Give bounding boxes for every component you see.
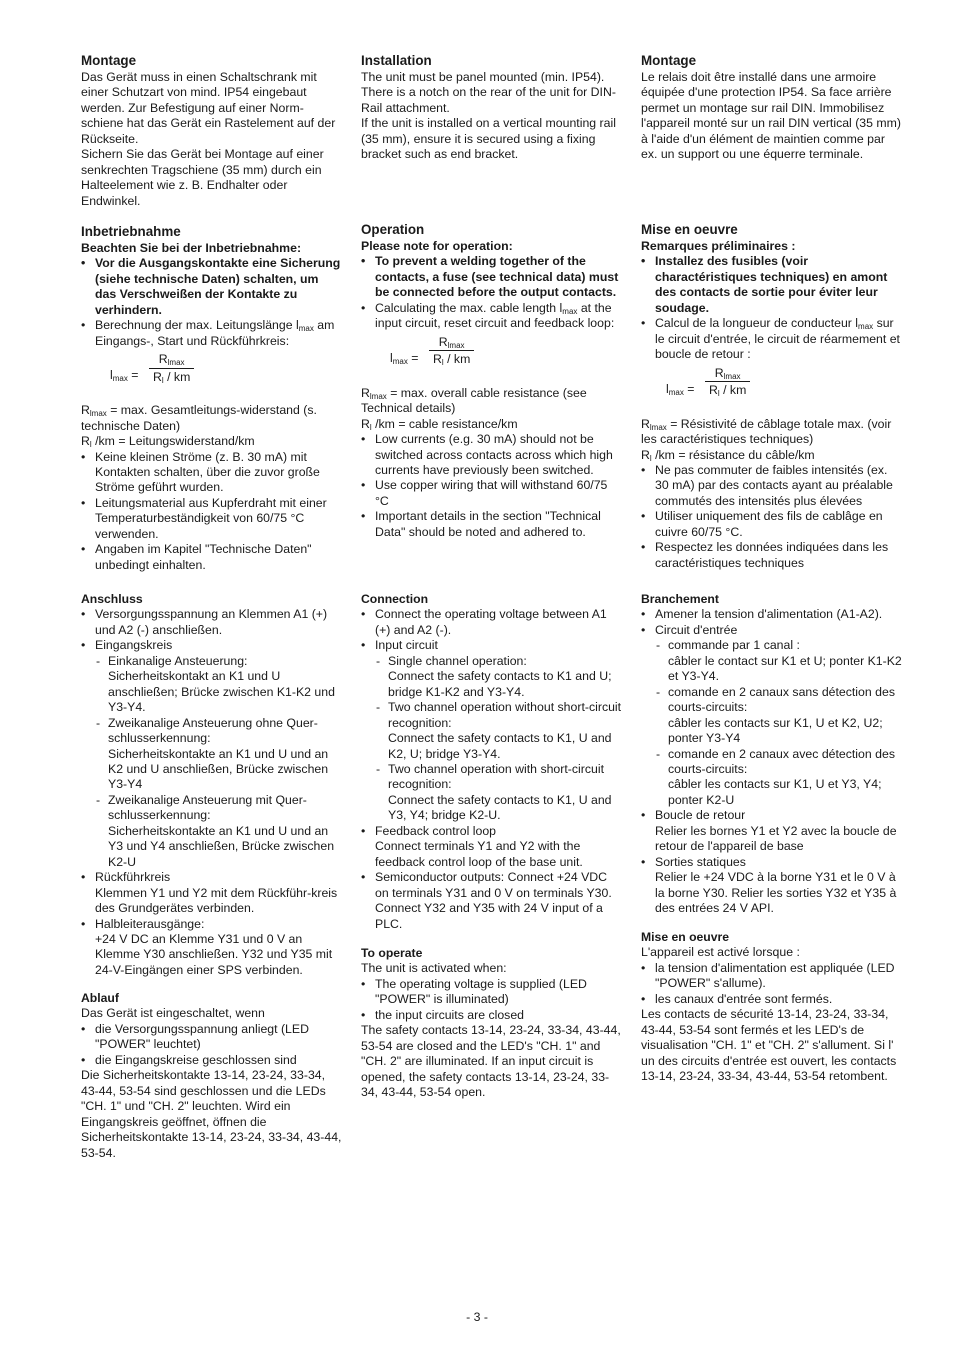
section-operation (361, 222, 623, 540)
definition-rl: $R_l$ /km = Leitungswiderstand/km (81, 434, 255, 450)
list-item: • Ne pas commuter de faibles intensités (ex. 30 mA) par des contacts ayant au préalable commutés des intensités plus élevées (641, 463, 903, 509)
sublist-item: - Zweikanalige Ansteuerung ohne Quer-schlusserkennung: Sicherheitskontakte an K1 und U und an K2 und U anschließen, Brücke zwischen Y3-Y4 (95, 716, 343, 793)
formula-fraction (705, 366, 750, 399)
heading-branchement: Branchement (641, 592, 719, 606)
heading-operation: Operation (361, 222, 425, 237)
section-anschluss (81, 592, 343, 978)
formula-denominator: $R_l$ / km (149, 368, 194, 385)
definition-rlmax: $R_{lmax} = \max$. overall cable resistance (see Technical details) (361, 385, 587, 416)
list-item: • Boucle de retour Relier les bornes Y1 et Y2 avec la boucle de retour de l'appareil de base (641, 808, 903, 854)
section-mise-en-oeuvre-2 (641, 930, 903, 1085)
intro-to-operate: The unit is activated when: (361, 961, 507, 976)
sublist-item: - Two channel operation with short-circuit recognition: Connect the safety contacts to K1, U and Y3, Y4; bridge K2-U. (375, 762, 623, 824)
list-item: • la tension d'alimentation est appliquée (LED "POWER" s'allume). (641, 961, 903, 992)
definition-rlmax: $R_{lmax} = \max$. Gesamtleitungs-widerstand (s. technische Daten) (81, 403, 317, 433)
section-installation (361, 53, 623, 163)
list-item: • Input circuit - Single channel operation: Connect the safety contacts to K1 and U; bridge K1-K2 and Y3-Y4. - Two channel operation without short-circuit recognition: Connect the safety contacts to K1, U and K2, U; bridge Y3-Y4. - Two channel operation with short-circuit recognition: Connect the safety contacts to K1, U and Y3, Y4; bridge K2-U. (361, 638, 623, 823)
sublist-item: - comande en 2 canaux avec détection des courts-circuits: câbler les contacts sur K1, U et Y3, Y4; ponter K2-U (655, 747, 903, 809)
heading-mise-en-oeuvre-2: Mise en oeuvre (641, 930, 730, 944)
list-operation-cont (361, 432, 623, 540)
section-inbetriebnahme (81, 224, 343, 573)
intro-operation: Please note for operation: (361, 239, 513, 253)
formula-denominator: $R_l$ / km (705, 381, 750, 398)
list-mise-en-oeuvre-2 (641, 961, 903, 1007)
heading-ablauf: Ablauf (81, 991, 119, 1005)
list-item: • Connect the operating voltage between A1 (+) and A2 (-). (361, 607, 623, 638)
section-montage-de (81, 53, 343, 209)
list-item: • Utiliser uniquement des fils de cablâge en cuivre 60/75 °C. (641, 509, 903, 540)
list-item: • Amener la tension d'alimentation (A1-A2). (641, 607, 903, 622)
sublist-anschluss (95, 654, 343, 870)
formula-numerator: $R_{lmax}$ (438, 334, 465, 350)
section-mise-en-oeuvre (641, 222, 903, 571)
paragraph-mise-en-oeuvre-2: Les contacts de sécurité 13-14, 23-24, 33-34, 43-44, 53-54 sont fermés et les LED's de visualisation "CH. 1" et "CH. 2" s'allument. Si l' un des circuits d'entrée est ouvert, les contacts 13-14, 23-24, 33-34, 43-44, 53-54 retombent. (641, 1007, 897, 1084)
formula-cable-length (361, 335, 623, 383)
paragraph-installation: The unit must be panel mounted (min. IP54). There is a notch on the rear of the unit for DIN-Rail attachment. If the unit is installed on a vertical mounting rail (35 mm), ensure it is secured using a fixing bracket such as end bracket. (361, 70, 616, 162)
list-item: • The operating voltage is supplied (LED "POWER" is illuminated) (361, 977, 623, 1008)
intro-inbetriebnahme: Beachten Sie bei der Inbetriebnahme: (81, 241, 302, 255)
heading-inbetriebnahme: Inbetriebnahme (81, 224, 181, 239)
paragraph-montage-fr: Le relais doit être installé dans une armoire équipée d'une protection IP54. Sa face arrière permet un montage sur rail DIN. Immobilisez l'appareil monté sur un rail DIN vertical (35 mm) à l'aide d'un élément de maintien comme par ex. un support ou une équerre terminale. (641, 70, 901, 162)
list-item: • Keine kleinen Ströme (z. B. 30 mA) mit Kontakten schalten, über die zuvor große Ströme geführt wurden. (81, 450, 343, 496)
list-item: • Vor die Ausgangskontakte eine Sicherung (siehe technische Daten) schalten, um das Verschweißen der Kontakte zu verhindern. (81, 256, 343, 318)
list-item: • Angaben im Kapitel "Technische Daten" unbedingt einhalten. (81, 542, 343, 573)
list-item: • Use copper wiring that will withstand 60/75 °C (361, 478, 623, 509)
list-item: • die Versorgungsspannung anliegt (LED "POWER" leuchtet) (81, 1022, 343, 1053)
list-connection (361, 607, 623, 932)
section-connection (361, 592, 623, 932)
list-to-operate (361, 977, 623, 1023)
section-ablauf (81, 991, 343, 1161)
heading-anschluss: Anschluss (81, 592, 143, 606)
intro-ablauf: Das Gerät ist eingeschaltet, wenn (81, 1006, 265, 1021)
sublist-item: - Two channel operation without short-circuit recognition: Connect the safety contacts to K1, U and K2, U; bridge Y3-Y4. (375, 700, 623, 762)
sublist-branchement (655, 638, 903, 808)
section-to-operate (361, 946, 623, 1101)
definition-rlmax: $R_{lmax}$ = Résistivité de câblage totale max. (voir les caractéristiques techniques) (641, 416, 892, 447)
formula-lhs: $l_{max}$ = (666, 381, 695, 397)
heading-montage-fr: Montage (641, 53, 697, 68)
list-item: • les canaux d'entrée sont fermés. (641, 992, 903, 1007)
heading-installation: Installation (361, 53, 432, 68)
formula-fraction (149, 352, 194, 385)
heading-connection: Connection (361, 592, 429, 606)
formula-fraction (429, 335, 474, 368)
list-item: • the input circuits are closed (361, 1008, 623, 1023)
list-item: • Circuit d'entrée - commande par 1 canal : câbler le contact sur K1 et U; ponter K1-K2 et Y3-Y4. - comande en 2 canaux sans détection des courts-circuits: câbler les contacts sur K1, U et K2, U2; ponter Y3-Y4 - comande en 2 canaux avec détection des courts-circuits: câbler les contacts sur K1, U et Y3, Y4; ponter K2-U (641, 623, 903, 808)
list-item: • Feedback control loop Connect terminals Y1 and Y2 with the feedback control loop of the base unit. (361, 824, 623, 870)
list-anschluss (81, 607, 343, 978)
paragraph-ablauf: Die Sicherheitskontakte 13-14, 23-24, 33-34, 43-44, 53-54 sind geschlossen und die LEDs "CH. 1" und "CH. 2" leuchten. Wird ein Eingangskreis geöffnet, öffnen die Sicherheitskontakte 13-14, 23-24, 33-34, 43-44, 53-54. (81, 1068, 342, 1160)
formula-lhs: $l_{max}$ = (390, 350, 419, 366)
sublist-item: - Single channel operation: Connect the safety contacts to K1 and U; bridge K1-K2 and Y3-Y4. (375, 654, 623, 700)
list-inbetriebnahme (81, 256, 343, 349)
heading-to-operate: To operate (361, 946, 423, 960)
heading-mise-en-oeuvre: Mise en oeuvre (641, 222, 738, 237)
intro-mise-en-oeuvre: Remarques préliminaires : (641, 239, 796, 253)
list-item: • Calculating the max. cable length $l_{max}$ at the input circuit, reset circuit and feedback loop: (361, 301, 623, 332)
sublist-item: - Zweikanalige Ansteuerung mit Quer-schlusserkennung: Sicherheitskontakte an K1 und U und an Y3 und Y4 anschließen, Brücke zwischen K2-U (95, 793, 343, 870)
list-item: • Low currents (e.g. 30 mA) should not be switched across contacts across which high currents have previously been switched. (361, 432, 623, 478)
list-item: • Respectez les données indiquées dans les caractéristiques techniques (641, 540, 903, 571)
list-item: • Leitungsmaterial aus Kupferdraht mit einer Temperaturbeständigkeit von 60/75 °C verwenden. (81, 496, 343, 542)
list-item: • To prevent a welding together of the contacts, a fuse (see technical data) must be connected before the output contacts. (361, 254, 623, 300)
section-montage-fr (641, 53, 903, 163)
formula-cable-length (641, 366, 903, 414)
heading-montage-de: Montage (81, 53, 137, 68)
list-ablauf (81, 1022, 343, 1068)
paragraph-montage-de: Das Gerät muss in einen Schaltschrank mit einer Schutzart von mind. IP54 eingebaut werden. Zur Befestigung auf einer Norm-schiene hat das Gerät ein Rastelement auf der Rückseite. Sichern Sie das Gerät bei Montage auf einer senkrechten Tragschiene (35 mm) durch ein Halteelement wie z. B. Endhalter oder Endwinkel. (81, 70, 336, 208)
list-item: • Halbleiterausgänge: +24 V DC an Klemme Y31 und 0 V an Klemme Y30 anschließen. Y32 und Y35 mit 24-V-Eingängen einer SPS verbinden. (81, 917, 343, 979)
sublist-item: - commande par 1 canal : câbler le contact sur K1 et U; ponter K1-K2 et Y3-Y4. (655, 638, 903, 684)
sublist-item: - Einkanalige Ansteuerung: Sicherheitskontakt an K1 und U anschließen; Brücke zwischen K1-K2 und Y3-Y4. (95, 654, 343, 716)
formula-lhs: $l_{max}$ = (110, 368, 139, 384)
list-item: • Calcul de la longueur de conducteur $l_{max}$ sur le circuit d'entrée, le circuit de réarmement et boucle de retour : (641, 316, 903, 362)
formula-numerator: $R_{lmax}$ (158, 352, 185, 368)
definition-rl: $R_l$ /km = cable resistance/km (361, 416, 518, 432)
list-item: • Rückführkreis Klemmen Y1 und Y2 mit dem Rückführ-kreis des Grundgerätes verbinden. (81, 870, 343, 916)
definition-rl: $R_l$ /km = résistance du câble/km (641, 447, 815, 463)
list-item: • Installez des fusibles (voir charactéristiques techniques) en amont des contacts de sortie pour éviter leur soudage. (641, 254, 903, 316)
paragraph-to-operate: The safety contacts 13-14, 23-24, 33-34, 43-44, 53-54 are closed and the LED's "CH. 1" and "CH. 2" are illuminated. If an input circuit is opened, the safety contacts 13-14, 23-24, 33-34, 43-44, 53-54 open. (361, 1023, 621, 1100)
formula-numerator: $R_{lmax}$ (714, 365, 741, 381)
sublist-item: - comande en 2 canaux sans détection des courts-circuits: câbler les contacts sur K1, U et K2, U2; ponter Y3-Y4 (655, 685, 903, 747)
list-item: • Berechnung der max. Leitungslänge $l_{max}$ am Eingangs-, Start und Rückführkreis: (81, 318, 343, 349)
list-item: • die Eingangskreise geschlossen sind (81, 1053, 343, 1068)
section-branchement (641, 592, 903, 917)
list-branchement (641, 607, 903, 916)
list-inbetriebnahme-cont (81, 450, 343, 574)
list-item: • Eingangskreis - Einkanalige Ansteuerung: Sicherheitskontakt an K1 und U anschließen; Brücke zwischen K1-K2 und Y3-Y4. - Zweikanalige Ansteuerung ohne Quer-schlusserkennung: Sicherheitskontakte an K1 und U und an K2 und U anschließen, Brücke zwischen Y3-Y4 - Zweikanalige Ansteuerung mit Quer-schlusserkennung: Sicherheitskontakte an K1 und U und an Y3 und Y4 anschließen, Brücke zwischen K2-U (81, 638, 343, 870)
list-item: • Sorties statiques Relier le +24 VDC à la borne Y31 et le 0 V à la borne Y30. Relier les sorties Y32 et Y35 à des entrées 24 V API. (641, 855, 903, 917)
list-item: • Versorgungsspannung an Klemmen A1 (+) und A2 (-) anschließen. (81, 607, 343, 638)
list-mise-en-oeuvre (641, 254, 903, 362)
list-operation (361, 254, 623, 331)
formula-cable-length (81, 352, 343, 400)
list-item: • Important details in the section "Technical Data" should be noted and adhered to. (361, 509, 623, 540)
list-item: • Semiconductor outputs: Connect +24 VDC on terminals Y31 and 0 V on terminals Y30. Connect Y32 and Y35 with 24 V input of a PLC. (361, 870, 623, 932)
formula-denominator: $R_l$ / km (429, 350, 474, 367)
list-mise-en-oeuvre-cont (641, 463, 903, 571)
intro-mise-en-oeuvre-2: L'appareil est activé lorsque : (641, 945, 800, 960)
page-number: - 3 - (466, 1310, 488, 1324)
sublist-connection (375, 654, 623, 824)
